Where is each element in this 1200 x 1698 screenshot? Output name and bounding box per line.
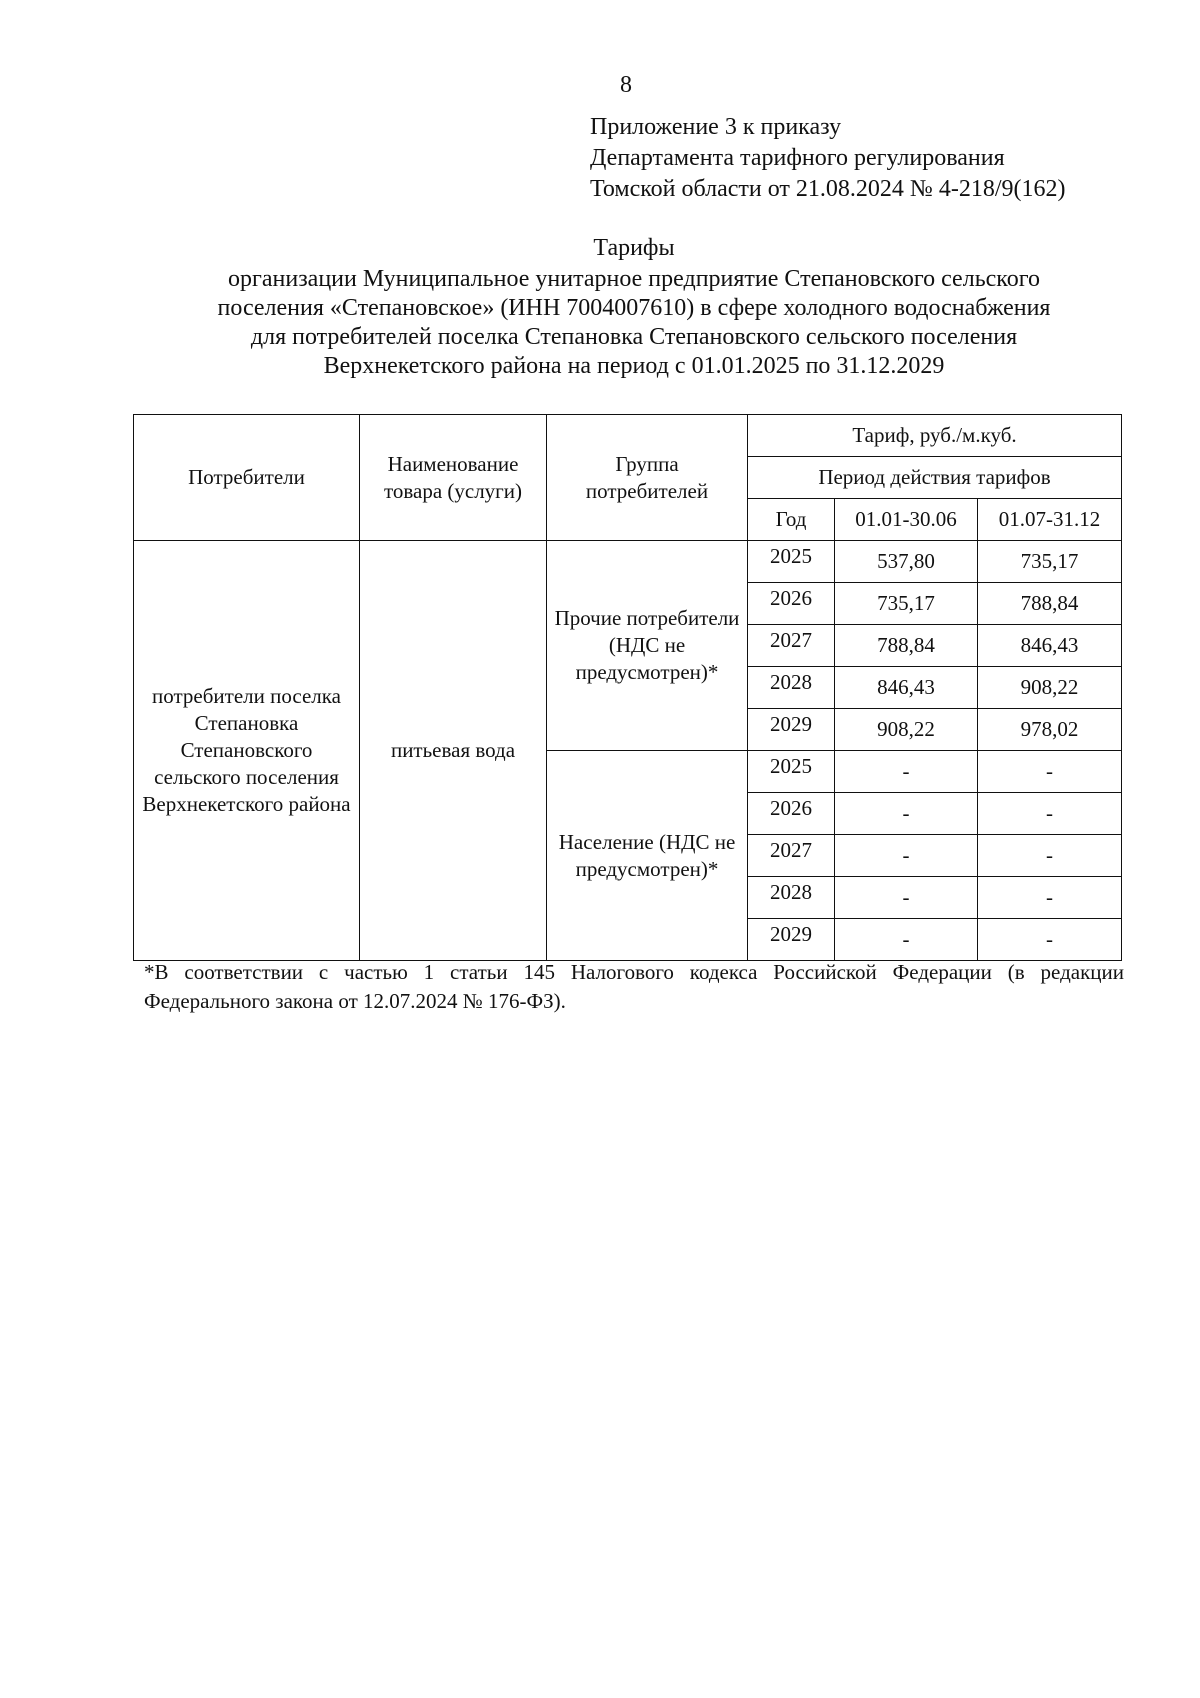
tariff-h1-cell: 537,80	[835, 541, 978, 583]
table-row	[134, 541, 1122, 583]
tariff-h1-cell: 908,22	[835, 709, 978, 751]
header-year: Год	[748, 499, 835, 541]
tariff-h2-cell: -	[978, 793, 1122, 835]
title-line-3: для потребителей поселка Степановка Степановского сельского поселения	[250, 324, 1018, 350]
product-cell: питьевая вода	[360, 541, 547, 961]
tariff-h1-cell: -	[835, 877, 978, 919]
year-cell: 2026	[748, 583, 835, 625]
tariff-table	[133, 414, 1122, 961]
tariff-h1-cell: -	[835, 919, 978, 961]
title-line-4: Верхнекетского района на период с 01.01.2025 по 31.12.2029	[323, 353, 945, 379]
year-cell: 2029	[748, 709, 835, 751]
group-cell-other: Прочие потребители (НДС не предусмотрен)*	[547, 541, 748, 751]
group-cell-population: Население (НДС не предусмотрен)*	[547, 751, 748, 961]
tariff-h1-cell: 735,17	[835, 583, 978, 625]
appendix-line-1: Приложение 3 к приказу	[590, 114, 842, 140]
year-cell: 2027	[748, 625, 835, 667]
tariff-h1-cell: 788,84	[835, 625, 978, 667]
tariff-h2-cell: -	[978, 835, 1122, 877]
header-consumers: Потребители	[134, 415, 360, 541]
title-line-2: поселения «Степановское» (ИНН 7004007610) в сфере холодного водоснабжения	[217, 295, 1051, 321]
tariff-h2-cell: 846,43	[978, 625, 1122, 667]
header-half1: 01.01-30.06	[835, 499, 978, 541]
tariff-h2-cell: 978,02	[978, 709, 1122, 751]
title-main: Тарифы	[593, 235, 675, 261]
tariff-h2-cell: -	[978, 751, 1122, 793]
year-cell: 2028	[748, 667, 835, 709]
header-period: Период действия тарифов	[748, 457, 1122, 499]
header-group: Группа потребителей	[547, 415, 748, 541]
tariff-h2-cell: -	[978, 919, 1122, 961]
tariff-h2-cell: 735,17	[978, 541, 1122, 583]
appendix-line-3: Томской области от 21.08.2024 № 4-218/9(162)	[590, 176, 1066, 202]
footnote: *В соответствии с частью 1 статьи 145 Налогового кодекса Российской Федерации (в редакции Федерального закона от 12.07.2024 № 176-ФЗ).	[144, 960, 1124, 1013]
year-cell: 2026	[748, 793, 835, 835]
year-cell: 2027	[748, 835, 835, 877]
year-cell: 2025	[748, 541, 835, 583]
year-cell: 2028	[748, 877, 835, 919]
tariff-h2-cell: -	[978, 877, 1122, 919]
header-product: Наименование товара (услуги)	[360, 415, 547, 541]
header-half2: 01.07-31.12	[978, 499, 1122, 541]
tariff-h2-cell: 908,22	[978, 667, 1122, 709]
appendix-line-2: Департамента тарифного регулирования	[590, 145, 1005, 171]
tariff-h1-cell: -	[835, 793, 978, 835]
tariff-h1-cell: 846,43	[835, 667, 978, 709]
tariff-h1-cell: -	[835, 751, 978, 793]
header-tariff: Тариф, руб./м.куб.	[748, 415, 1122, 457]
consumers-cell: потребители поселка Степановка Степановского сельского поселения Верхнекетского района	[134, 541, 360, 961]
tariff-h2-cell: 788,84	[978, 583, 1122, 625]
page-number: 8	[620, 72, 632, 98]
year-cell: 2025	[748, 751, 835, 793]
appendix-block	[590, 112, 1065, 205]
tariff-h1-cell: -	[835, 835, 978, 877]
document-title	[134, 234, 1134, 381]
title-line-1: организации Муниципальное унитарное предприятие Степановского сельского	[228, 266, 1040, 292]
year-cell: 2029	[748, 919, 835, 961]
